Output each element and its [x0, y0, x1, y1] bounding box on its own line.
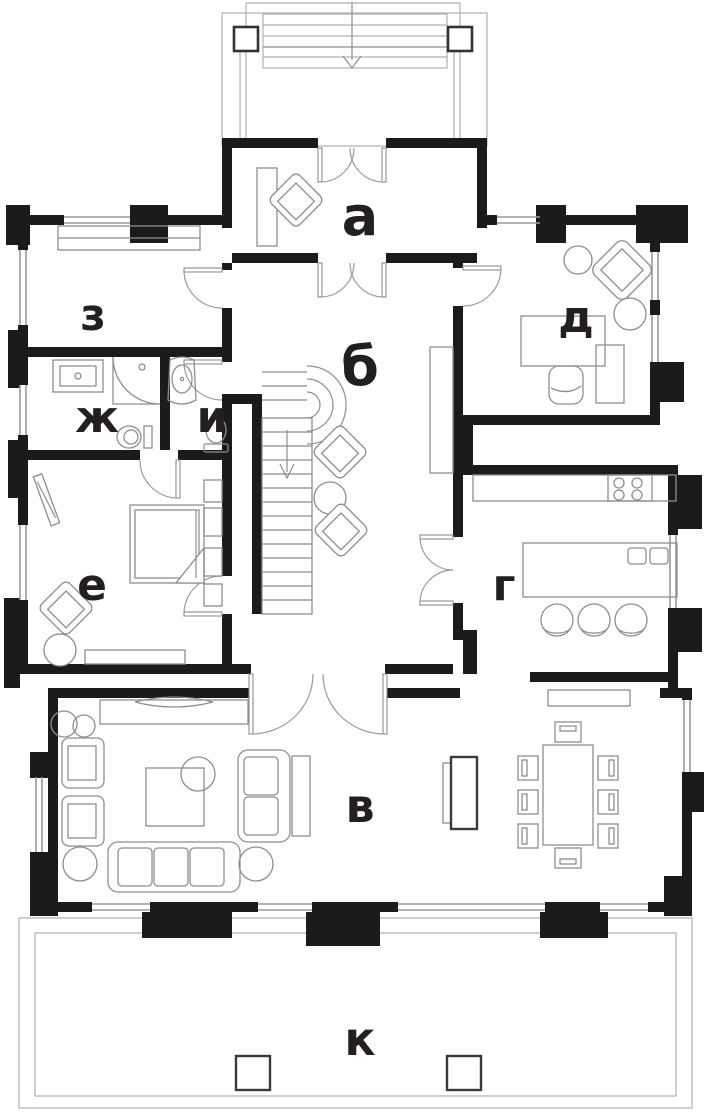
window-icon	[652, 252, 658, 300]
room-label-a: а	[341, 185, 379, 248]
door-icon	[184, 268, 222, 308]
kitchen-island-icon	[523, 543, 677, 597]
hall-furniture	[312, 347, 453, 558]
coffee-table-icon	[146, 768, 204, 826]
island-sink-icon	[628, 548, 668, 564]
nightstand-icon	[204, 508, 222, 536]
wardrobe-icon	[430, 347, 453, 473]
stair-down-arrow-icon	[280, 430, 294, 478]
kitchen-furniture	[473, 475, 677, 636]
window-icon	[684, 700, 690, 772]
kitchen-counter-icon	[473, 475, 676, 501]
dresser-icon	[85, 650, 185, 664]
room-label-z: з	[80, 290, 106, 341]
chair-icon	[555, 722, 581, 742]
double-bed-icon	[130, 505, 204, 583]
window-icon	[20, 525, 26, 600]
double-door-icon	[318, 148, 386, 182]
window-icon	[64, 217, 130, 223]
side-table-icon	[239, 847, 273, 881]
living-room-furniture	[51, 690, 630, 892]
fireplace-icon	[443, 757, 477, 829]
window-icon	[92, 904, 150, 910]
room-label-v: в	[345, 779, 375, 833]
chair-icon	[598, 756, 618, 780]
window-icon	[36, 777, 42, 852]
vestibule-furniture	[257, 168, 324, 246]
round-table-icon	[44, 634, 76, 666]
porch-column-icon	[234, 27, 258, 51]
office-chair-icon	[549, 366, 583, 404]
round-table-icon	[614, 298, 646, 330]
room-label-i: и	[196, 392, 228, 443]
dressing-room-furniture	[58, 226, 200, 250]
window-icon	[20, 250, 26, 325]
nightstand-icon	[204, 548, 222, 576]
chair-icon	[598, 824, 618, 848]
room-label-zh: ж	[75, 392, 119, 443]
armchair-icon	[62, 796, 104, 846]
window-icon	[398, 904, 545, 910]
chair-icon	[518, 756, 538, 780]
armchair-icon	[312, 424, 369, 481]
window-icon	[20, 385, 26, 435]
sofa-2seat-icon	[238, 750, 310, 842]
dining-set-icon	[518, 722, 618, 868]
terrace-column-icon	[236, 1056, 270, 1090]
room-label-k: к	[344, 1012, 376, 1066]
window-icon	[497, 217, 540, 223]
room-label-e: е	[77, 560, 107, 611]
terrace-column-icon	[447, 1056, 481, 1090]
entrance-porch	[222, 3, 487, 146]
sofa-3seat-icon	[108, 842, 240, 892]
round-table-icon	[564, 246, 592, 274]
armchair-icon	[589, 237, 654, 302]
bar-stool-icon	[578, 604, 610, 636]
doors	[140, 148, 501, 734]
cabinet-icon	[596, 345, 624, 403]
bedroom-furniture	[33, 474, 222, 666]
toilet-icon	[117, 426, 152, 448]
window-icon	[652, 315, 658, 362]
double-door-icon	[420, 535, 453, 605]
round-table-icon	[181, 757, 215, 791]
shower-icon	[113, 357, 160, 404]
chair-icon	[518, 790, 538, 814]
door-icon	[463, 266, 501, 306]
room-label-b: б	[341, 335, 379, 398]
window-icon	[258, 904, 312, 910]
tv-console-icon	[100, 697, 248, 724]
door-icon	[140, 460, 180, 498]
double-door-icon	[318, 263, 386, 297]
sink-icon	[53, 360, 103, 392]
sideboard-icon	[548, 690, 630, 706]
room-label-d: д	[558, 292, 594, 343]
armchair-icon	[62, 738, 104, 788]
nightstand-icon	[204, 584, 222, 606]
side-table-icon	[63, 847, 97, 881]
mirror-icon	[33, 474, 59, 526]
room-label-g: г	[492, 560, 516, 611]
bar-stool-icon	[615, 604, 647, 636]
chair-icon	[555, 848, 581, 868]
porch-column-icon	[448, 27, 472, 51]
bar-stool-icon	[541, 604, 573, 636]
chair-icon	[598, 790, 618, 814]
chair-icon	[518, 824, 538, 848]
nightstand-icon	[204, 480, 222, 502]
stove-icon	[608, 475, 652, 501]
porch-steps	[263, 14, 447, 68]
double-door-icon	[249, 674, 387, 734]
window-icon	[600, 904, 648, 910]
